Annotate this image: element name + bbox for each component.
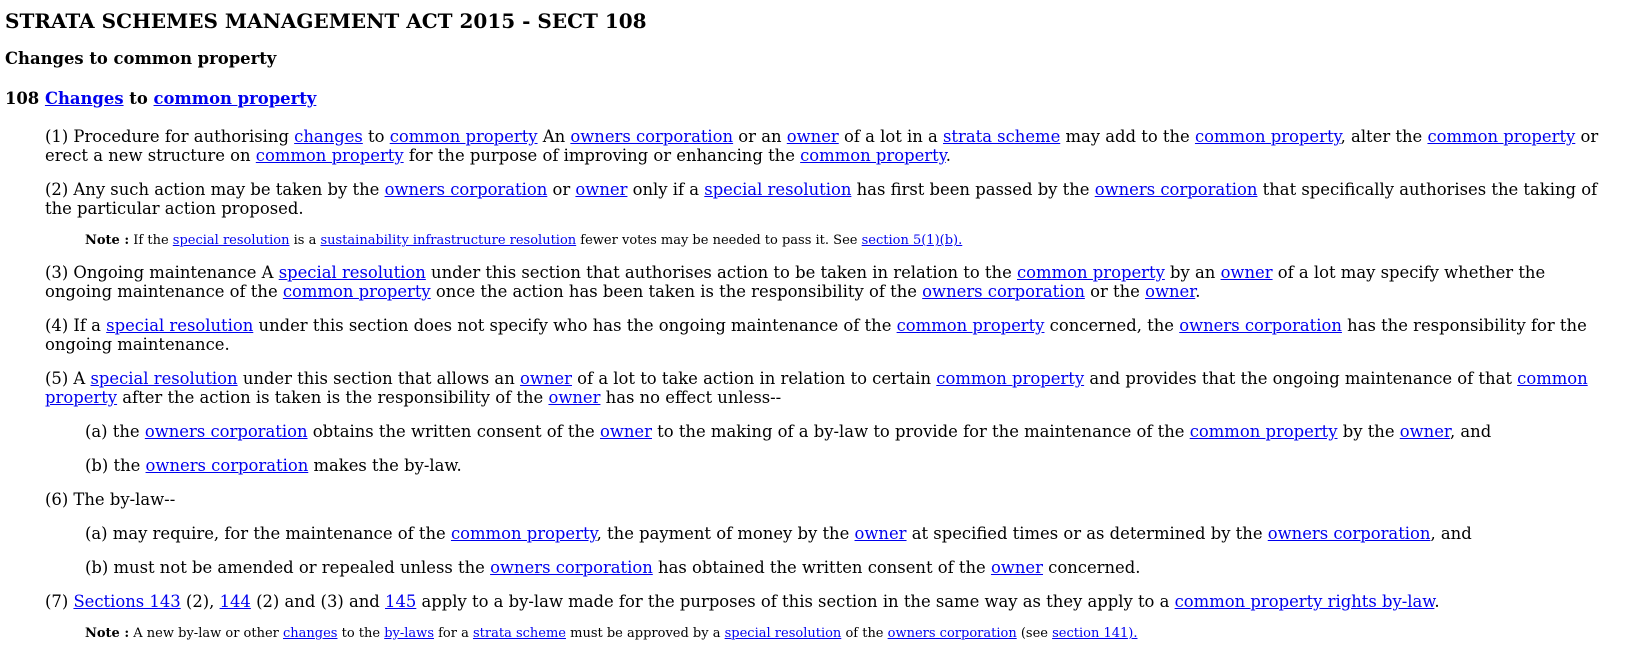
text: under this section that authorises action to be taken in relation to the — [425, 263, 1017, 282]
text: fewer votes may be needed to pass it. See — [576, 233, 862, 248]
text: has the responsibility for the ongoing maintenance. — [45, 316, 1587, 354]
subsection-1 — [45, 127, 1613, 165]
text: or an — [733, 127, 787, 146]
paragraph-5b — [85, 456, 1613, 475]
text: makes the by-law. — [308, 456, 462, 475]
text: by the — [1337, 422, 1400, 441]
owners-corporation-link[interactable]: owners corporation — [384, 180, 548, 199]
changes-link[interactable]: changes — [283, 626, 338, 641]
common-property-link[interactable]: common property — [282, 282, 431, 301]
common-property-link[interactable]: common property — [936, 369, 1085, 388]
paragraph-6b — [85, 558, 1613, 577]
special-resolution-link[interactable]: special resolution — [724, 626, 842, 641]
section-5-1-b-link[interactable]: section 5(1)(b). — [861, 233, 963, 248]
common-property-link[interactable]: common property — [896, 316, 1045, 335]
text: of a lot to take action in relation to certain — [571, 369, 937, 388]
text: (a) may require, for the maintenance of the — [85, 524, 451, 543]
text: may add to the — [1060, 127, 1195, 146]
subsection-3 — [45, 263, 1613, 301]
sections-143-link[interactable]: Sections 143 — [73, 592, 181, 611]
owner-link[interactable]: owner — [1399, 422, 1450, 441]
owner-link[interactable]: owner — [854, 524, 907, 543]
note-label: Note : — [85, 626, 130, 641]
special-resolution-link[interactable]: special resolution — [278, 263, 426, 282]
text: (1) Procedure for authorising — [45, 127, 295, 146]
common-property-link[interactable]: common property — [1017, 263, 1165, 282]
text: An — [537, 127, 571, 146]
section-subtitle: Changes to common property — [5, 49, 277, 68]
text: , and — [1449, 422, 1492, 441]
common-property-link[interactable]: common property — [45, 369, 1588, 407]
owners-corporation-link[interactable]: owners corporation — [1179, 316, 1342, 335]
text: has obtained the written consent of the — [652, 558, 991, 577]
text: at specified times or as determined by the — [906, 524, 1268, 543]
text: is a — [289, 233, 321, 248]
owners-corporation-link[interactable]: owners corporation — [570, 127, 734, 146]
text: of a lot in a — [838, 127, 943, 146]
owners-corporation-link[interactable]: owners corporation — [887, 626, 1017, 641]
changes-link[interactable]: Changes — [44, 89, 124, 108]
text: (see — [1016, 626, 1053, 641]
text: (b) the — [85, 456, 146, 475]
owners-corporation-link[interactable]: owners corporation — [922, 282, 1085, 301]
text: , and — [1430, 524, 1472, 543]
owner-link[interactable]: owner — [1145, 282, 1196, 301]
subsection-4 — [45, 316, 1613, 354]
subsection-6 — [45, 490, 1613, 509]
text: obtains the written consent of the — [307, 422, 600, 441]
text: must be approved by a — [566, 626, 725, 641]
section-144-link[interactable]: 144 — [219, 592, 251, 611]
text: (7) — [45, 592, 74, 611]
strata-scheme-link[interactable]: strata scheme — [943, 127, 1061, 146]
text: and provides that the ongoing maintenance of that — [1084, 369, 1518, 388]
text: . — [1195, 282, 1201, 301]
special-resolution-link[interactable]: special resolution — [106, 316, 254, 335]
owners-corporation-link[interactable]: owners corporation — [1267, 524, 1431, 543]
text: only if a — [627, 180, 705, 199]
text: for a — [433, 626, 473, 641]
common-property-link[interactable]: common property — [255, 146, 404, 165]
subsection-2 — [45, 180, 1613, 218]
note-2 — [85, 625, 1625, 642]
text: of the — [841, 626, 888, 641]
page-title: STRATA SCHEMES MANAGEMENT ACT 2015 - SECT 108 — [5, 9, 647, 33]
text: If the — [129, 233, 173, 248]
common-property-link[interactable]: common property — [153, 89, 317, 108]
text: (2), — [180, 592, 220, 611]
text: of a lot may specify whether the ongoing maintenance of the — [45, 263, 1546, 301]
text: has first been passed by the — [851, 180, 1095, 199]
text: by an — [1164, 263, 1221, 282]
paragraph-6a — [85, 524, 1613, 543]
text: for the purpose of improving or enhancing the — [403, 146, 801, 165]
text: concerned. — [1042, 558, 1141, 577]
text: (6) The by-law-- — [45, 490, 176, 509]
text: that specifically authorises the taking of the particular action proposed. — [45, 180, 1598, 218]
owners-corporation-link[interactable]: owners corporation — [144, 422, 308, 441]
text: or erect a new structure on — [45, 127, 1599, 165]
text: apply to a by-law made for the purposes of this section in the same way as they apply to a — [416, 592, 1175, 611]
text: (2) and (3) and — [250, 592, 386, 611]
owner-link[interactable]: owner — [786, 127, 839, 146]
text: (a) the — [85, 422, 145, 441]
common-property-link[interactable]: common property — [1194, 127, 1341, 146]
subsection-7 — [45, 592, 1613, 611]
changes-link[interactable]: changes — [294, 127, 363, 146]
owners-corporation-link[interactable]: owners corporation — [1094, 180, 1258, 199]
paragraph-5a — [85, 422, 1613, 441]
section-heading — [5, 88, 1625, 110]
subsection-5 — [45, 369, 1613, 407]
text: after the action is taken is the responsibility of the — [117, 388, 549, 407]
owner-link[interactable]: owner — [519, 369, 572, 388]
text: under this section does not specify who has the ongoing maintenance of the — [253, 316, 897, 335]
note-1 — [85, 232, 1625, 249]
special-resolution-link[interactable]: special resolution — [172, 233, 290, 248]
text: . — [1434, 592, 1440, 611]
common-property-link[interactable]: common property — [1427, 127, 1576, 146]
text: under this section that allows an — [237, 369, 520, 388]
text: once the action has been taken is the responsibility of the — [430, 282, 923, 301]
by-laws-link[interactable]: by-laws — [384, 626, 434, 641]
text: to — [362, 127, 390, 146]
common-property-link[interactable]: common property — [389, 127, 538, 146]
section-141-link[interactable]: section 141). — [1052, 626, 1138, 641]
text: to the — [337, 626, 385, 641]
special-resolution-link[interactable]: special resolution — [90, 369, 238, 388]
text: to the making of a by-law to provide for the maintenance of the — [651, 422, 1190, 441]
text: (5) A — [45, 369, 91, 388]
owners-corporation-link[interactable]: owners corporation — [490, 558, 653, 577]
text: (3) Ongoing maintenance A — [45, 263, 279, 282]
text: or the — [1084, 282, 1146, 301]
text: (b) must not be amended or repealed unless the — [85, 558, 491, 577]
owners-corporation-link[interactable]: owners corporation — [145, 456, 309, 475]
text: or — [547, 180, 576, 199]
text: (2) Any such action may be taken by the — [45, 180, 385, 199]
common-property-rights-by-law-link[interactable]: common property rights by-law — [1174, 592, 1435, 611]
text: (4) If a — [45, 316, 107, 335]
section-145-link[interactable]: 145 — [385, 592, 417, 611]
common-property-link[interactable]: common property — [1189, 422, 1338, 441]
sustainability-infrastructure-resolution-link[interactable]: sustainability infrastructure resolution — [320, 233, 577, 248]
heading-to: to — [129, 89, 148, 108]
note-label: Note : — [85, 233, 130, 248]
text: , alter the — [1340, 127, 1428, 146]
owner-link[interactable]: owner — [990, 558, 1043, 577]
text: concerned, the — [1044, 316, 1180, 335]
text: A new by-law or other — [129, 626, 283, 641]
owner-link[interactable]: owner — [1220, 263, 1273, 282]
owner-link[interactable]: owner — [575, 180, 628, 199]
special-resolution-link[interactable]: special resolution — [704, 180, 852, 199]
common-property-link[interactable]: common property — [450, 524, 597, 543]
common-property-link[interactable]: common property — [800, 146, 946, 165]
owner-link[interactable]: owner — [599, 422, 652, 441]
owner-link[interactable]: owner — [548, 388, 601, 407]
text: . — [945, 146, 952, 165]
text: , the payment of money by the — [596, 524, 855, 543]
strata-scheme-link[interactable]: strata scheme — [472, 626, 566, 641]
section-number: 108 — [5, 89, 40, 108]
text: has no effect unless-- — [600, 388, 782, 407]
